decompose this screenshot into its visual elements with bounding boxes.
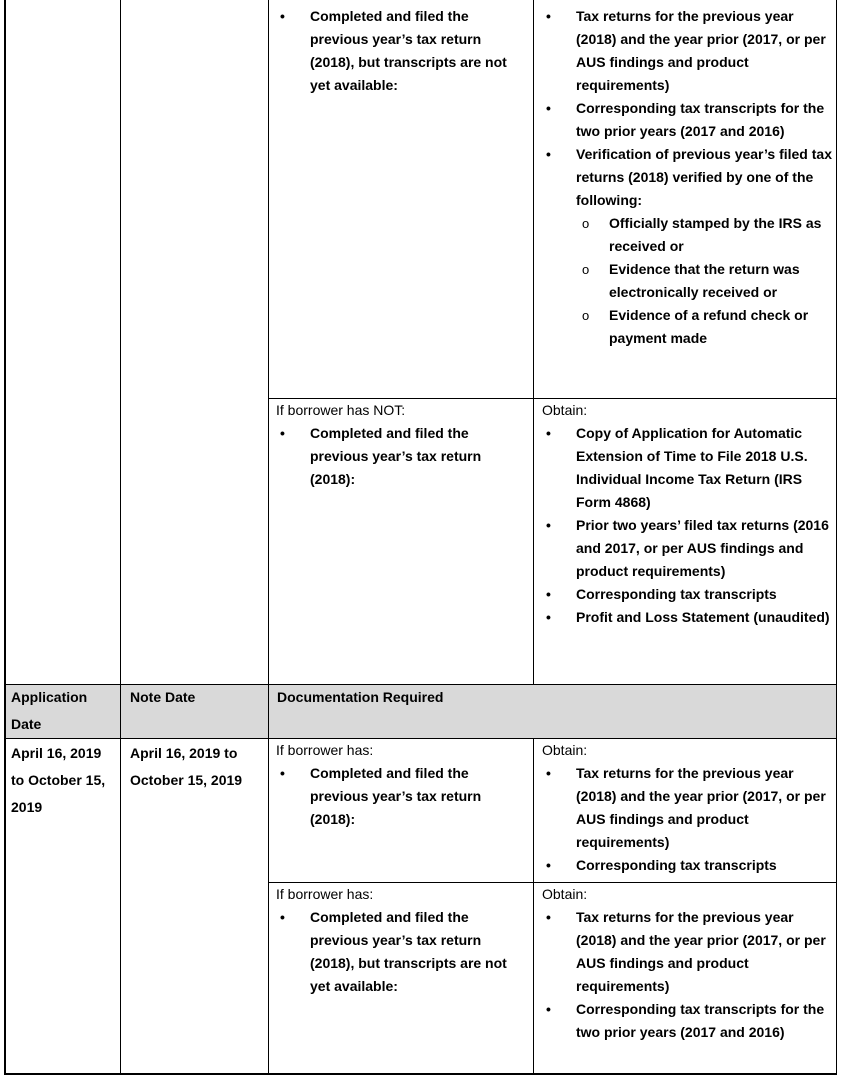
list-item: • Corresponding tax transcripts [542,854,832,877]
obtain-list [542,906,832,1044]
condition-cell [276,883,526,998]
header-documentation-required: Documentation Required [277,689,444,705]
list-item: • Completed and filed the previous year’s tax return (2018), but transcripts are not yet available: [276,5,526,97]
obtain-list [542,5,832,350]
table-border-col2b [268,685,269,1075]
table-border-col1 [120,0,121,1075]
obtain-label: Obtain: [542,886,588,902]
obtain-cell [542,399,832,629]
condition-cell [276,399,526,491]
obtain-label: Obtain: [542,742,588,758]
condition-cell [276,5,526,97]
obtain-label: Obtain: [542,402,588,418]
list-item: • Corresponding tax transcripts [542,583,832,606]
list-item: • Corresponding tax transcripts for the two prior years (2017 and 2016) [542,998,832,1044]
table-border-right [836,0,837,1075]
obtain-cell [542,883,832,1044]
sublist-item: o Evidence of a refund check or payment made [576,304,832,350]
obtain-cell [542,5,832,350]
obtain-list [542,762,832,877]
obtain-cell [542,739,832,877]
table-border-col3b [533,738,534,1075]
sublist-item: o Evidence that the return was electronically received or [576,258,832,304]
note-date-cell: April 16, 2019 to October 15, 2019 [130,745,243,788]
header-application-date: Application Date [11,689,88,732]
list-item: • Tax returns for the previous year (2018) and the year prior (2017, or per AUS findings and product requirements) [542,906,832,998]
condition-cell [276,739,526,831]
sublist-item: o Officially stamped by the IRS as received or [576,212,832,258]
table-border-left [4,0,6,1075]
header-note-date: Note Date [130,689,196,705]
list-item-text: Verification of previous year’s filed tax returns (2018) verified by one of the following: [576,146,832,208]
list-item: • Completed and filed the previous year’s tax return (2018): [276,762,526,831]
list-item: • Completed and filed the previous year’s tax return (2018), but transcripts are not yet available: [276,906,526,998]
condition-list [276,762,526,831]
condition-label: If borrower has: [276,886,374,902]
list-item: • Completed and filed the previous year’s tax return (2018): [276,422,526,491]
condition-label: If borrower has NOT: [276,402,406,418]
verification-sublist [576,212,832,350]
obtain-list [542,422,832,629]
condition-list [276,422,526,491]
list-item [542,143,832,350]
table-border-col2 [268,0,269,685]
list-item: • Profit and Loss Statement (unaudited) [542,606,832,629]
condition-list [276,5,526,97]
list-item: • Tax returns for the previous year (2018) and the year prior (2017, or per AUS findings and product requirements) [542,762,832,854]
list-item: • Tax returns for the previous year (2018) and the year prior (2017, or per AUS findings and product requirements) [542,5,832,97]
table-border-col3 [533,0,534,685]
condition-list [276,906,526,998]
list-item: • Corresponding tax transcripts for the two prior years (2017 and 2016) [542,97,832,143]
condition-label: If borrower has: [276,742,374,758]
list-item: • Prior two years’ filed tax returns (2016 and 2017, or per AUS findings and product requirements) [542,514,832,583]
list-item: • Copy of Application for Automatic Extension of Time to File 2018 U.S. Individual Income Tax Return (IRS Form 4868) [542,422,832,514]
application-date-cell: April 16, 2019 to October 15, 2019 [11,745,106,815]
